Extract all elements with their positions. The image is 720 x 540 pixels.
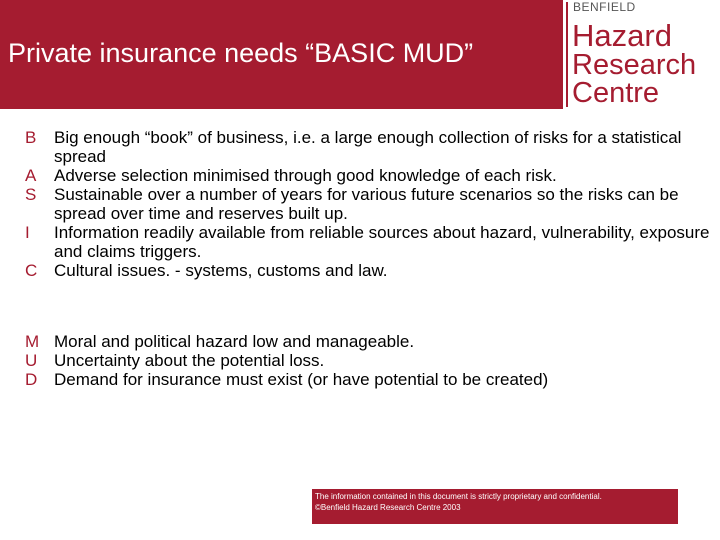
list-letter: D [25, 370, 38, 389]
slide-title: Private insurance needs “BASIC MUD” [8, 38, 474, 68]
footer-line-1: The information contained in this document is strictly proprietary and confidential. [315, 492, 602, 501]
list-text: Uncertainty about the potential loss. [54, 351, 325, 370]
confidentiality-footer [312, 489, 678, 524]
list-letter: U [25, 351, 38, 370]
list-letter: I [25, 223, 30, 242]
logo-line-3: Centre [572, 77, 660, 109]
logo-divider [566, 2, 568, 107]
list-letter: M [25, 332, 40, 351]
basic-list [25, 128, 715, 280]
list-letter: A [25, 166, 37, 185]
list-item-i [25, 223, 715, 261]
list-text: Demand for insurance must exist (or have potential to be created) [54, 370, 549, 389]
list-text: Cultural issues. - systems, customs and law. [54, 261, 388, 280]
list-item-b [25, 128, 715, 166]
title-bar [0, 0, 563, 109]
logo-company: BENFIELD [573, 0, 636, 14]
list-letter: C [25, 261, 38, 280]
list-letter: S [25, 185, 37, 204]
list-text: Moral and political hazard low and manageable. [54, 332, 415, 351]
list-item-u [25, 351, 715, 370]
logo-line-2: Research [572, 49, 697, 81]
list-text: Big enough “book” of business, i.e. a large enough collection of risks for a statistical spread [54, 128, 682, 166]
list-item-m [25, 332, 715, 351]
logo-line-1: Hazard [572, 18, 672, 53]
list-text: Sustainable over a number of years for various future scenarios so the risks can be spread over time and reserves built up. [54, 185, 679, 223]
list-item-c [25, 261, 715, 280]
list-text: Information readily available from reliable sources about hazard, vulnerability, exposure and claims triggers. [54, 223, 710, 261]
list-item-a [25, 166, 715, 185]
list-text: Adverse selection minimised through good knowledge of each risk. [54, 166, 557, 185]
list-item-d [25, 370, 715, 389]
list-item-s [25, 185, 715, 223]
mud-list [25, 332, 715, 389]
benfield-hazard-research-centre-logo [566, 0, 720, 109]
footer-line-2: ©Benfield Hazard Research Centre 2003 [315, 503, 461, 512]
list-letter: B [25, 128, 37, 147]
